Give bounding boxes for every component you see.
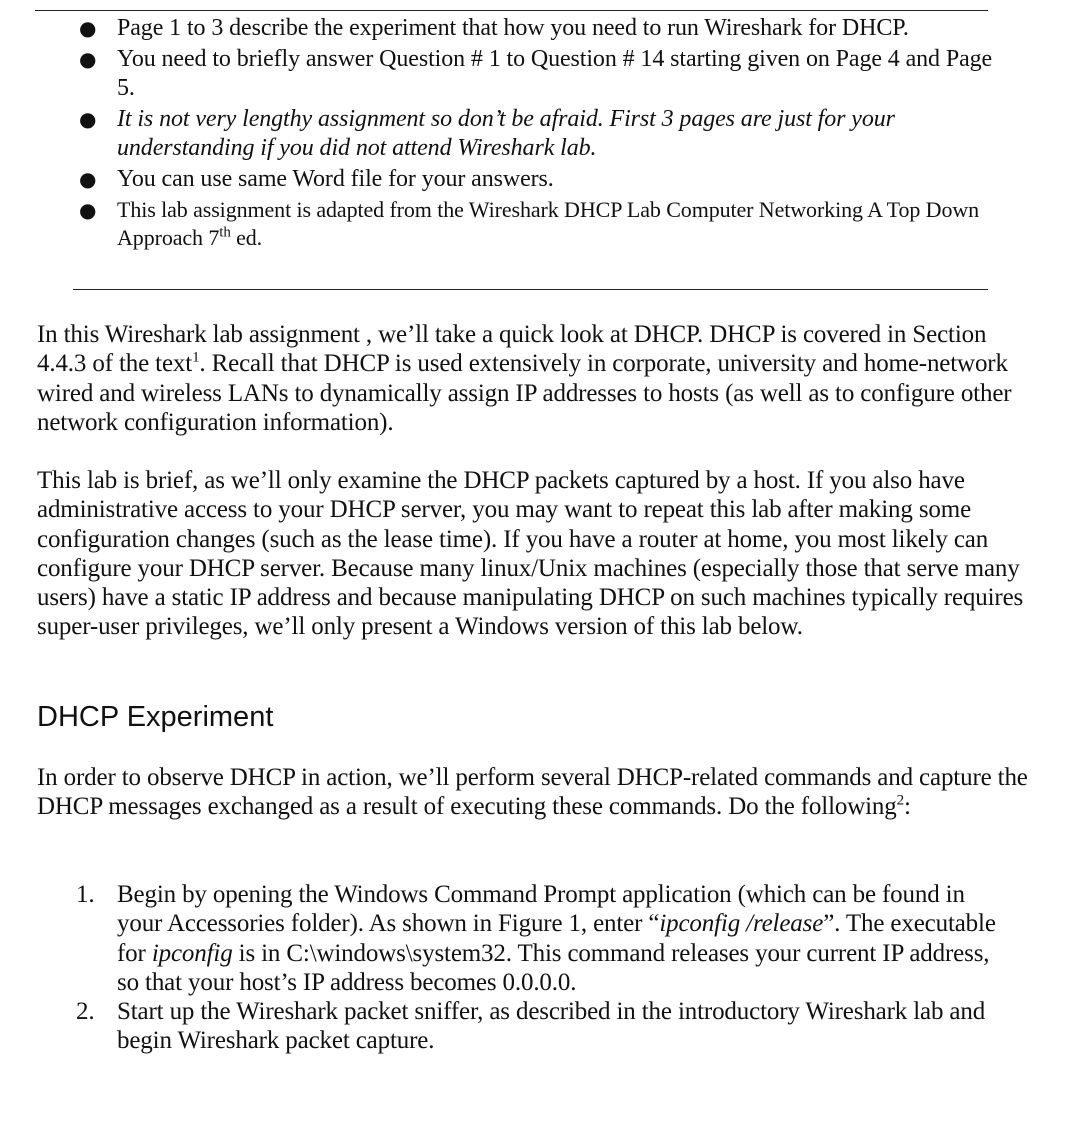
list-item [79,196,997,252]
list-item-text: You can use same Word file for your answers. [117,166,554,192]
paragraph-text: In order to observe DHCP in action, we’ll perform several DHCP-related commands and capture the DHCP messages exchanged as a result of executing these commands. Do the following [37,764,1028,821]
section-heading: DHCP Experiment [37,701,274,733]
bullet-icon: ● [79,167,97,191]
paragraph-text: In this Wireshark lab assignment , we’ll take a quick look at DHCP. DHCP is covered in Section 4.4.3 of the text [37,321,987,378]
scope-paragraph: This lab is brief, as we’ll only examine the DHCP packets captured by a host. If you also have administrative access to your DHCP server, you may want to repeat this lab after making some configuration changes (such as the lease time). If you have a router at home, you most likely can configure your DHCP server. Because many linux/Unix machines (especially those that serve many users) have a static IP address and because manipulating DHCP on such machines typically requires super-user privileges, we’ll only present a Windows version of this lab below. [37,467,1024,641]
command-text: ipconfig /release [659,910,824,938]
bullet-icon: ● [79,47,97,71]
top-divider [35,10,988,11]
step-number: 1. [76,881,95,908]
bottom-divider [73,289,988,290]
step-number: 2. [76,998,95,1026]
list-item-text: Page 1 to 3 describe the experiment that how you need to run Wireshark for DHCP. [117,15,909,41]
instructions-list [79,14,997,254]
superscript: th [219,224,231,241]
list-item-text: You need to briefly answer Question # 1 to Question # 14 starting given on Page 4 and Page 5. [117,46,993,101]
steps-list [76,880,997,1056]
list-item-text: This lab assignment is adapted from the Wireshark DHCP Lab Computer Networking A Top Down Approach 7 [117,197,980,250]
list-item [79,165,997,194]
step-text: is in C:\windows\system32. This command releases your current IP address, so that your host’s IP address becomes 0.0.0.0. [117,939,990,996]
list-item-text: ed. [230,225,263,250]
executable-name: ipconfig [151,939,233,967]
footnote-ref-2: 2 [896,792,904,809]
list-item-text: It is not very lengthy assignment so don’t be afraid. First 3 pages are just for your understanding if you did not attend Wireshark lab. [117,106,895,161]
list-item [79,14,997,43]
intro-paragraph [37,320,1037,437]
paragraph-text: . Recall that DHCP is used extensively in corporate, university and home-network wired and wireless LANs to dynamically assign IP addresses to hosts (as well as to configure other network configuration information). [37,350,1012,436]
bullet-icon: ● [79,198,97,222]
step-item [76,997,997,1056]
step-text: Begin by opening the Windows Command Prompt application (which can be found in your Accessories folder). As shown in Figure 1, enter “ [117,881,965,938]
list-item [79,45,997,103]
paragraph-text: : [904,793,911,821]
step-text: ”. The executable for [117,910,996,967]
footnote-ref-1: 1 [192,349,200,366]
bullet-icon: ● [79,107,97,131]
step-text: Start up the Wireshark packet sniffer, as described in the introductory Wireshark lab and begin Wireshark packet capture. [117,998,986,1055]
list-item [79,105,997,163]
experiment-paragraph [37,763,1037,822]
bullet-icon: ● [79,16,97,40]
step-item [76,880,997,997]
